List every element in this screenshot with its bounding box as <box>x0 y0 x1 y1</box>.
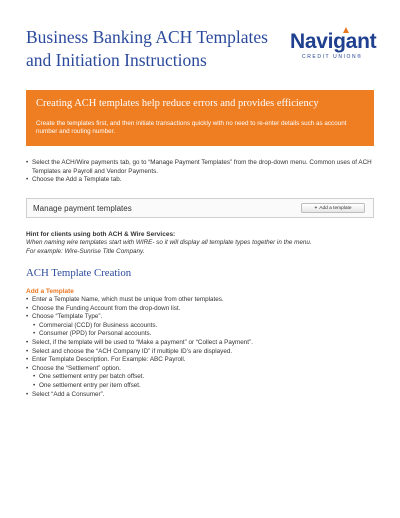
sub-step: • One settlement entry per batch offset. <box>26 373 376 382</box>
banner-text: Create the templates first, and then initiate transactions quickly with no need to re-enter details such as account number and routing number. <box>36 120 347 136</box>
hint-title: Hint for clients using both ACH & Wire Services: <box>26 231 176 238</box>
document-title-line-1: Business Banking ACH Templates <box>26 27 268 47</box>
document-title <box>26 26 286 72</box>
step: • Choose “Template Type”. <box>26 313 376 322</box>
manage-templates-tab-label: Manage payment templates <box>33 204 132 213</box>
step: • Enter a Template Name, which must be unique from other templates. <box>26 296 376 305</box>
hint-text-line-2: For example: Wire-Sunrise Title Company. <box>26 247 145 255</box>
add-template-heading: Add a Template <box>26 288 74 295</box>
step: • Select “Add a Consumer”. <box>26 391 376 400</box>
template-creation-steps <box>26 296 376 399</box>
sub-step: • Commercial (CCD) for Business accounts. <box>26 322 376 331</box>
add-template-label: Add a template <box>319 206 352 211</box>
step: • Choose the Funding Account from the drop-down list. <box>26 305 376 314</box>
logo-tagline: CREDIT UNION® <box>302 54 363 60</box>
banner-title: Creating ACH templates help reduce errors and provides efficiency <box>36 98 319 109</box>
intro-steps <box>26 159 376 185</box>
sub-step: • One settlement entry per item offset. <box>26 382 376 391</box>
step: • Enter Template Description. For Example: ABC Payroll. <box>26 356 376 365</box>
add-template-button[interactable] <box>301 203 365 213</box>
step: • Select and choose the “ACH Company ID” if multiple ID’s are displayed. <box>26 348 376 357</box>
document-title-line-2: and Initiation Instructions <box>26 50 207 70</box>
step: • Select, if the template will be used to “Make a payment” or “Collect a Payment”. <box>26 339 376 348</box>
logo-wordmark: Navigant <box>290 30 377 53</box>
info-banner <box>26 90 374 146</box>
hint-block <box>26 230 376 256</box>
plus-icon: + <box>314 206 318 211</box>
navigant-logo <box>286 30 378 64</box>
step: • Choose the “Settlement” option. <box>26 365 376 374</box>
section-title: ACH Template Creation <box>26 267 132 279</box>
intro-step: • Select the ACH/Wire payments tab, go to “Manage Payment Templates” from the drop-down menu. Common uses of ACH Templates are Payroll and Vendor Payments. <box>26 159 376 176</box>
manage-templates-screenshot <box>26 198 374 218</box>
intro-step: • Choose the Add a Template tab. <box>26 176 376 185</box>
sub-step: • Consumer (PPD) for Personal accounts. <box>26 330 376 339</box>
hint-text-line-1: When naming wire templates start with WIRE- so it will display all template types together in the menu. <box>26 239 312 246</box>
